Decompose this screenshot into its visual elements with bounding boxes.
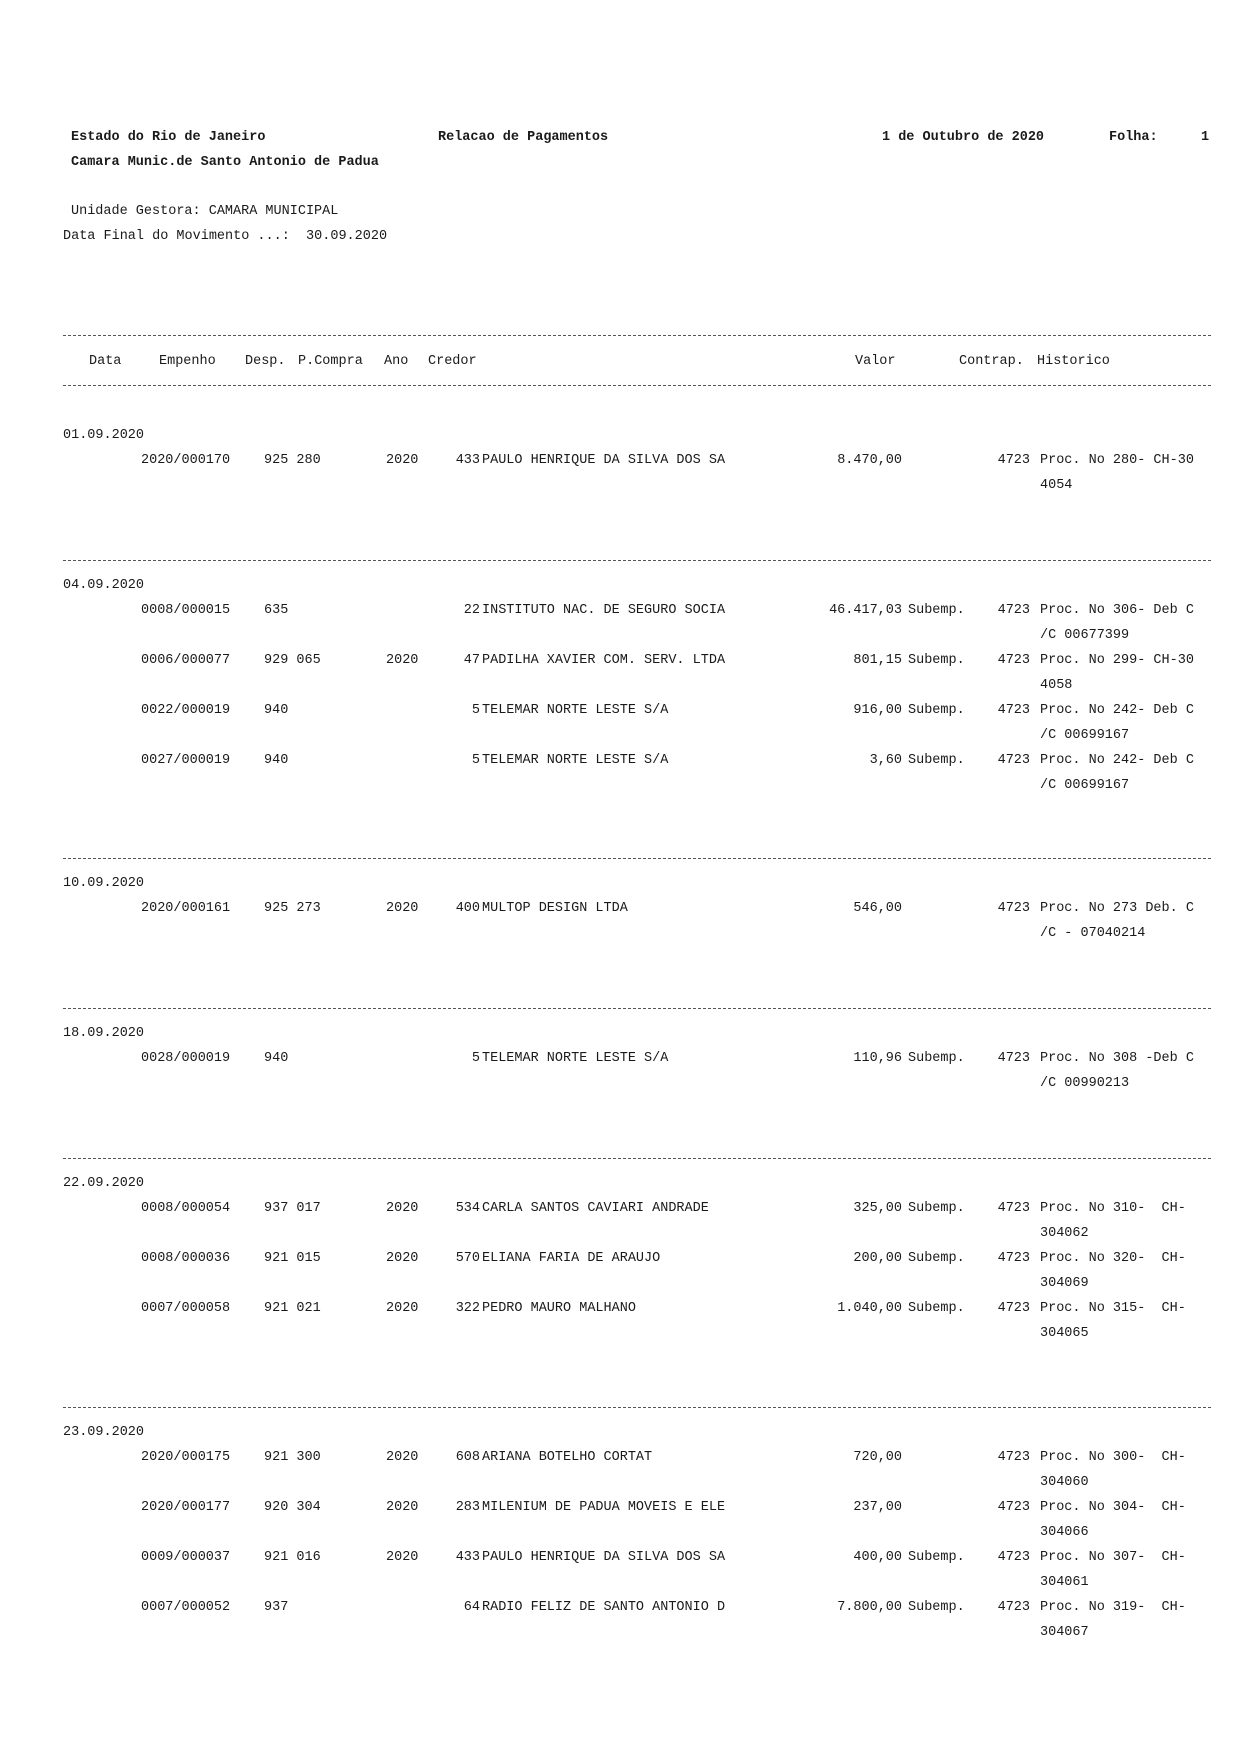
row-credor-code: 283 [455, 1500, 480, 1515]
row-historico-cont: /C 00677399 [1040, 628, 1130, 643]
row-credor-code: 5 [471, 703, 480, 718]
divider [63, 385, 1211, 386]
row-subemp: Subemp. [908, 1600, 965, 1615]
row-valor: 7.800,00 [837, 1600, 902, 1615]
row-empenho: 0008/000054 [141, 1201, 231, 1216]
row-contrap: 4723 [997, 703, 1030, 718]
row-credor-code: 5 [471, 1051, 480, 1066]
row-ano: 2020 [386, 1201, 419, 1216]
row-historico: Proc. No 280- CH-30 [1040, 453, 1194, 468]
row-empenho: 2020/000177 [141, 1500, 231, 1515]
row-valor: 546,00 [853, 901, 902, 916]
row-credor-code: 433 [455, 1550, 480, 1565]
row-historico: Proc. No 308 -Deb C [1040, 1051, 1194, 1066]
row-historico-cont: 4058 [1040, 678, 1073, 693]
row-historico-cont: /C 00699167 [1040, 778, 1130, 793]
row-empenho: 0022/000019 [141, 703, 231, 718]
divider [63, 335, 1211, 336]
row-historico: Proc. No 304- CH- [1040, 1500, 1186, 1515]
col-contrap: Contrap. [959, 354, 1024, 369]
row-empenho: 2020/000175 [141, 1450, 231, 1465]
row-valor: 110,96 [853, 1051, 902, 1066]
group-date: 18.09.2020 [63, 1026, 145, 1041]
row-desp: 940 [264, 753, 289, 768]
group-date: 22.09.2020 [63, 1176, 145, 1191]
divider [63, 1158, 1211, 1159]
row-desp: 635 [264, 603, 289, 618]
row-credor: RADIO FELIZ DE SANTO ANTONIO D [482, 1600, 726, 1615]
row-ano: 2020 [386, 653, 419, 668]
row-historico: Proc. No 300- CH- [1040, 1450, 1186, 1465]
row-subemp: Subemp. [908, 1301, 965, 1316]
row-contrap: 4723 [997, 453, 1030, 468]
row-valor: 3,60 [869, 753, 902, 768]
row-historico: Proc. No 242- Deb C [1040, 703, 1194, 718]
row-credor-code: 608 [455, 1450, 480, 1465]
row-empenho: 2020/000170 [141, 453, 231, 468]
management-unit: Unidade Gestora: CAMARA MUNICIPAL [71, 204, 339, 219]
divider [63, 1407, 1211, 1408]
row-valor: 720,00 [853, 1450, 902, 1465]
row-historico: Proc. No 242- Deb C [1040, 753, 1194, 768]
col-historico: Historico [1037, 354, 1110, 369]
row-contrap: 4723 [997, 1600, 1030, 1615]
row-subemp: Subemp. [908, 1251, 965, 1266]
row-ano: 2020 [386, 1450, 419, 1465]
row-historico-cont: /C 00990213 [1040, 1076, 1130, 1091]
state-name: Estado do Rio de Janeiro [71, 130, 266, 145]
row-valor: 916,00 [853, 703, 902, 718]
row-subemp: Subemp. [908, 603, 965, 618]
row-credor-code: 64 [463, 1600, 480, 1615]
row-contrap: 4723 [997, 753, 1030, 768]
divider [63, 560, 1211, 561]
entity-name: Camara Munic.de Santo Antonio de Padua [71, 155, 379, 170]
row-ano: 2020 [386, 1301, 419, 1316]
divider [63, 1008, 1211, 1009]
row-ano: 2020 [386, 1251, 419, 1266]
row-valor: 200,00 [853, 1251, 902, 1266]
row-credor: PADILHA XAVIER COM. SERV. LTDA [482, 653, 726, 668]
row-valor: 1.040,00 [837, 1301, 902, 1316]
row-historico-cont: /C - 07040214 [1040, 926, 1146, 941]
row-contrap: 4723 [997, 1301, 1030, 1316]
row-credor-code: 47 [463, 653, 480, 668]
row-historico-cont: 304060 [1040, 1475, 1089, 1490]
row-valor: 237,00 [853, 1500, 902, 1515]
row-contrap: 4723 [997, 653, 1030, 668]
row-desp: 921 021 [264, 1301, 321, 1316]
row-empenho: 0027/000019 [141, 753, 231, 768]
row-contrap: 4723 [997, 1251, 1030, 1266]
row-valor: 801,15 [853, 653, 902, 668]
row-empenho: 2020/000161 [141, 901, 231, 916]
row-empenho: 0006/000077 [141, 653, 231, 668]
row-empenho: 0008/000015 [141, 603, 231, 618]
row-ano: 2020 [386, 1550, 419, 1565]
row-credor: PAULO HENRIQUE DA SILVA DOS SA [482, 1550, 726, 1565]
row-historico: Proc. No 319- CH- [1040, 1600, 1186, 1615]
row-desp: 921 300 [264, 1450, 321, 1465]
row-credor: MILENIUM DE PADUA MOVEIS E ELE [482, 1500, 726, 1515]
row-historico: Proc. No 273 Deb. C [1040, 901, 1194, 916]
row-credor: MULTOP DESIGN LTDA [482, 901, 628, 916]
row-empenho: 0009/000037 [141, 1550, 231, 1565]
col-data: Data [89, 354, 122, 369]
row-empenho: 0007/000052 [141, 1600, 231, 1615]
row-historico: Proc. No 306- Deb C [1040, 603, 1194, 618]
row-contrap: 4723 [997, 1051, 1030, 1066]
row-subemp: Subemp. [908, 1051, 965, 1066]
sheet-label: Folha: [1109, 130, 1158, 145]
row-credor-code: 5 [471, 753, 480, 768]
row-historico: Proc. No 320- CH- [1040, 1251, 1186, 1266]
row-valor: 325,00 [853, 1201, 902, 1216]
row-desp: 925 280 [264, 453, 321, 468]
row-historico-cont: /C 00699167 [1040, 728, 1130, 743]
row-valor: 46.417,03 [829, 603, 902, 618]
row-valor: 8.470,00 [837, 453, 902, 468]
row-credor: CARLA SANTOS CAVIARI ANDRADE [482, 1201, 709, 1216]
row-valor: 400,00 [853, 1550, 902, 1565]
row-desp: 921 016 [264, 1550, 321, 1565]
row-credor-code: 322 [455, 1301, 480, 1316]
row-credor-code: 22 [463, 603, 480, 618]
row-contrap: 4723 [997, 1500, 1030, 1515]
row-subemp: Subemp. [908, 653, 965, 668]
row-historico-cont: 304067 [1040, 1625, 1089, 1640]
row-desp: 921 015 [264, 1251, 321, 1266]
row-desp: 929 065 [264, 653, 321, 668]
row-historico-cont: 304062 [1040, 1226, 1089, 1241]
row-subemp: Subemp. [908, 1550, 965, 1565]
row-credor: TELEMAR NORTE LESTE S/A [482, 703, 669, 718]
row-historico: Proc. No 310- CH- [1040, 1201, 1186, 1216]
sheet-number: 1 [1201, 130, 1210, 145]
row-desp: 940 [264, 1051, 289, 1066]
row-desp: 925 273 [264, 901, 321, 916]
row-credor: INSTITUTO NAC. DE SEGURO SOCIA [482, 603, 726, 618]
row-desp: 920 304 [264, 1500, 321, 1515]
row-historico: Proc. No 315- CH- [1040, 1301, 1186, 1316]
row-credor: ELIANA FARIA DE ARAUJO [482, 1251, 661, 1266]
col-credor: Credor [428, 354, 477, 369]
group-date: 23.09.2020 [63, 1425, 145, 1440]
report-title: Relacao de Pagamentos [438, 130, 609, 145]
col-desp: Desp. [245, 354, 286, 369]
row-desp: 937 [264, 1600, 289, 1615]
row-credor: PAULO HENRIQUE DA SILVA DOS SA [482, 453, 726, 468]
row-credor: TELEMAR NORTE LESTE S/A [482, 753, 669, 768]
row-empenho: 0028/000019 [141, 1051, 231, 1066]
row-historico-cont: 4054 [1040, 478, 1073, 493]
row-subemp: Subemp. [908, 1201, 965, 1216]
group-date: 10.09.2020 [63, 876, 145, 891]
row-historico-cont: 304065 [1040, 1326, 1089, 1341]
row-empenho: 0008/000036 [141, 1251, 231, 1266]
row-ano: 2020 [386, 901, 419, 916]
row-credor-code: 534 [455, 1201, 480, 1216]
col-valor: Valor [855, 354, 896, 369]
row-subemp: Subemp. [908, 753, 965, 768]
row-credor: ARIANA BOTELHO CORTAT [482, 1450, 653, 1465]
row-credor: TELEMAR NORTE LESTE S/A [482, 1051, 669, 1066]
row-historico: Proc. No 299- CH-30 [1040, 653, 1194, 668]
row-contrap: 4723 [997, 1550, 1030, 1565]
row-contrap: 4723 [997, 603, 1030, 618]
row-historico-cont: 304061 [1040, 1575, 1089, 1590]
final-date: Data Final do Movimento ...: 30.09.2020 [63, 229, 388, 244]
row-credor-code: 400 [455, 901, 480, 916]
row-contrap: 4723 [997, 1201, 1030, 1216]
group-date: 01.09.2020 [63, 428, 145, 443]
group-date: 04.09.2020 [63, 578, 145, 593]
report-date: 1 de Outubro de 2020 [882, 130, 1045, 145]
row-credor: PEDRO MAURO MALHANO [482, 1301, 636, 1316]
row-desp: 937 017 [264, 1201, 321, 1216]
row-ano: 2020 [386, 1500, 419, 1515]
divider [63, 858, 1211, 859]
row-historico: Proc. No 307- CH- [1040, 1550, 1186, 1565]
row-empenho: 0007/000058 [141, 1301, 231, 1316]
row-historico-cont: 304066 [1040, 1525, 1089, 1540]
row-credor-code: 433 [455, 453, 480, 468]
row-ano: 2020 [386, 453, 419, 468]
row-historico-cont: 304069 [1040, 1276, 1089, 1291]
row-subemp: Subemp. [908, 703, 965, 718]
col-ano: Ano [384, 354, 409, 369]
col-empenho: Empenho [159, 354, 216, 369]
row-contrap: 4723 [997, 901, 1030, 916]
row-desp: 940 [264, 703, 289, 718]
col-pcompra: P.Compra [298, 354, 363, 369]
row-contrap: 4723 [997, 1450, 1030, 1465]
row-credor-code: 570 [455, 1251, 480, 1266]
